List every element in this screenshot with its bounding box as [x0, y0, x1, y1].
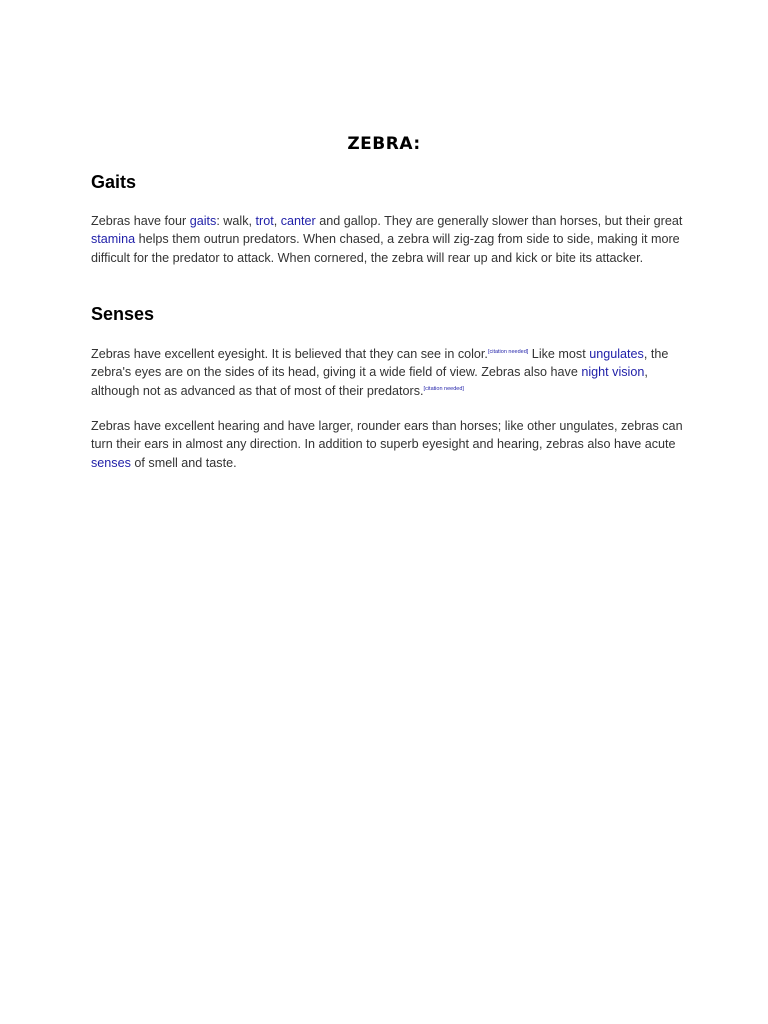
link-gaits[interactable]: gaits — [189, 214, 217, 228]
text-run: , although not as advanced as that of most of their predators. — [91, 365, 648, 398]
text-run: and gallop. They are generally slower than horses, but their great — [315, 214, 683, 228]
text-run: , — [273, 214, 281, 228]
link-night-vision[interactable]: night vision — [581, 365, 645, 380]
citation-needed-link[interactable]: [citation needed] — [487, 349, 529, 355]
section-heading-gaits: Gaits — [91, 172, 137, 192]
citation-needed-link[interactable]: [citation needed] — [423, 385, 464, 392]
citation-needed-2 — [424, 386, 464, 392]
text-run: Zebras have four — [91, 214, 190, 228]
text-run: : walk, — [216, 214, 256, 228]
link-senses[interactable]: senses — [91, 455, 131, 470]
link-canter[interactable]: canter — [280, 214, 316, 228]
citation-needed-1 — [488, 349, 528, 355]
link-trot[interactable]: trot — [255, 214, 274, 228]
text-run: Like most — [528, 347, 590, 361]
text-run: helps them outrun predators. When chased, a zebra will zig-zag from side to side, making it more difficult for the predator to attack. When cornered, the zebra will rear up and kick or bite its attacker. — [91, 232, 680, 265]
link-ungulates[interactable]: ungulates — [589, 347, 644, 361]
section-heading-senses: Senses — [91, 304, 155, 324]
senses-paragraph-1 — [91, 345, 691, 400]
gaits-paragraph — [91, 212, 691, 267]
senses-paragraph-2 — [91, 417, 691, 472]
text-run: Zebras have excellent hearing and have larger, rounder ears than horses; like other ungulates, zebras can turn their ears in almost any direction. In addition to superb eyesight and hearing, zebras also have acute — [91, 419, 683, 452]
text-run: of smell and taste. — [130, 455, 237, 470]
text-run: Zebras have excellent eyesight. It is believed that they can see in color. — [91, 347, 488, 361]
link-stamina[interactable]: stamina — [91, 232, 136, 247]
text-run: , the zebra's eyes are on the sides of its head, giving it a wide field of view. Zebras also have — [91, 347, 669, 380]
document-title: ZEBRA: — [347, 134, 421, 154]
